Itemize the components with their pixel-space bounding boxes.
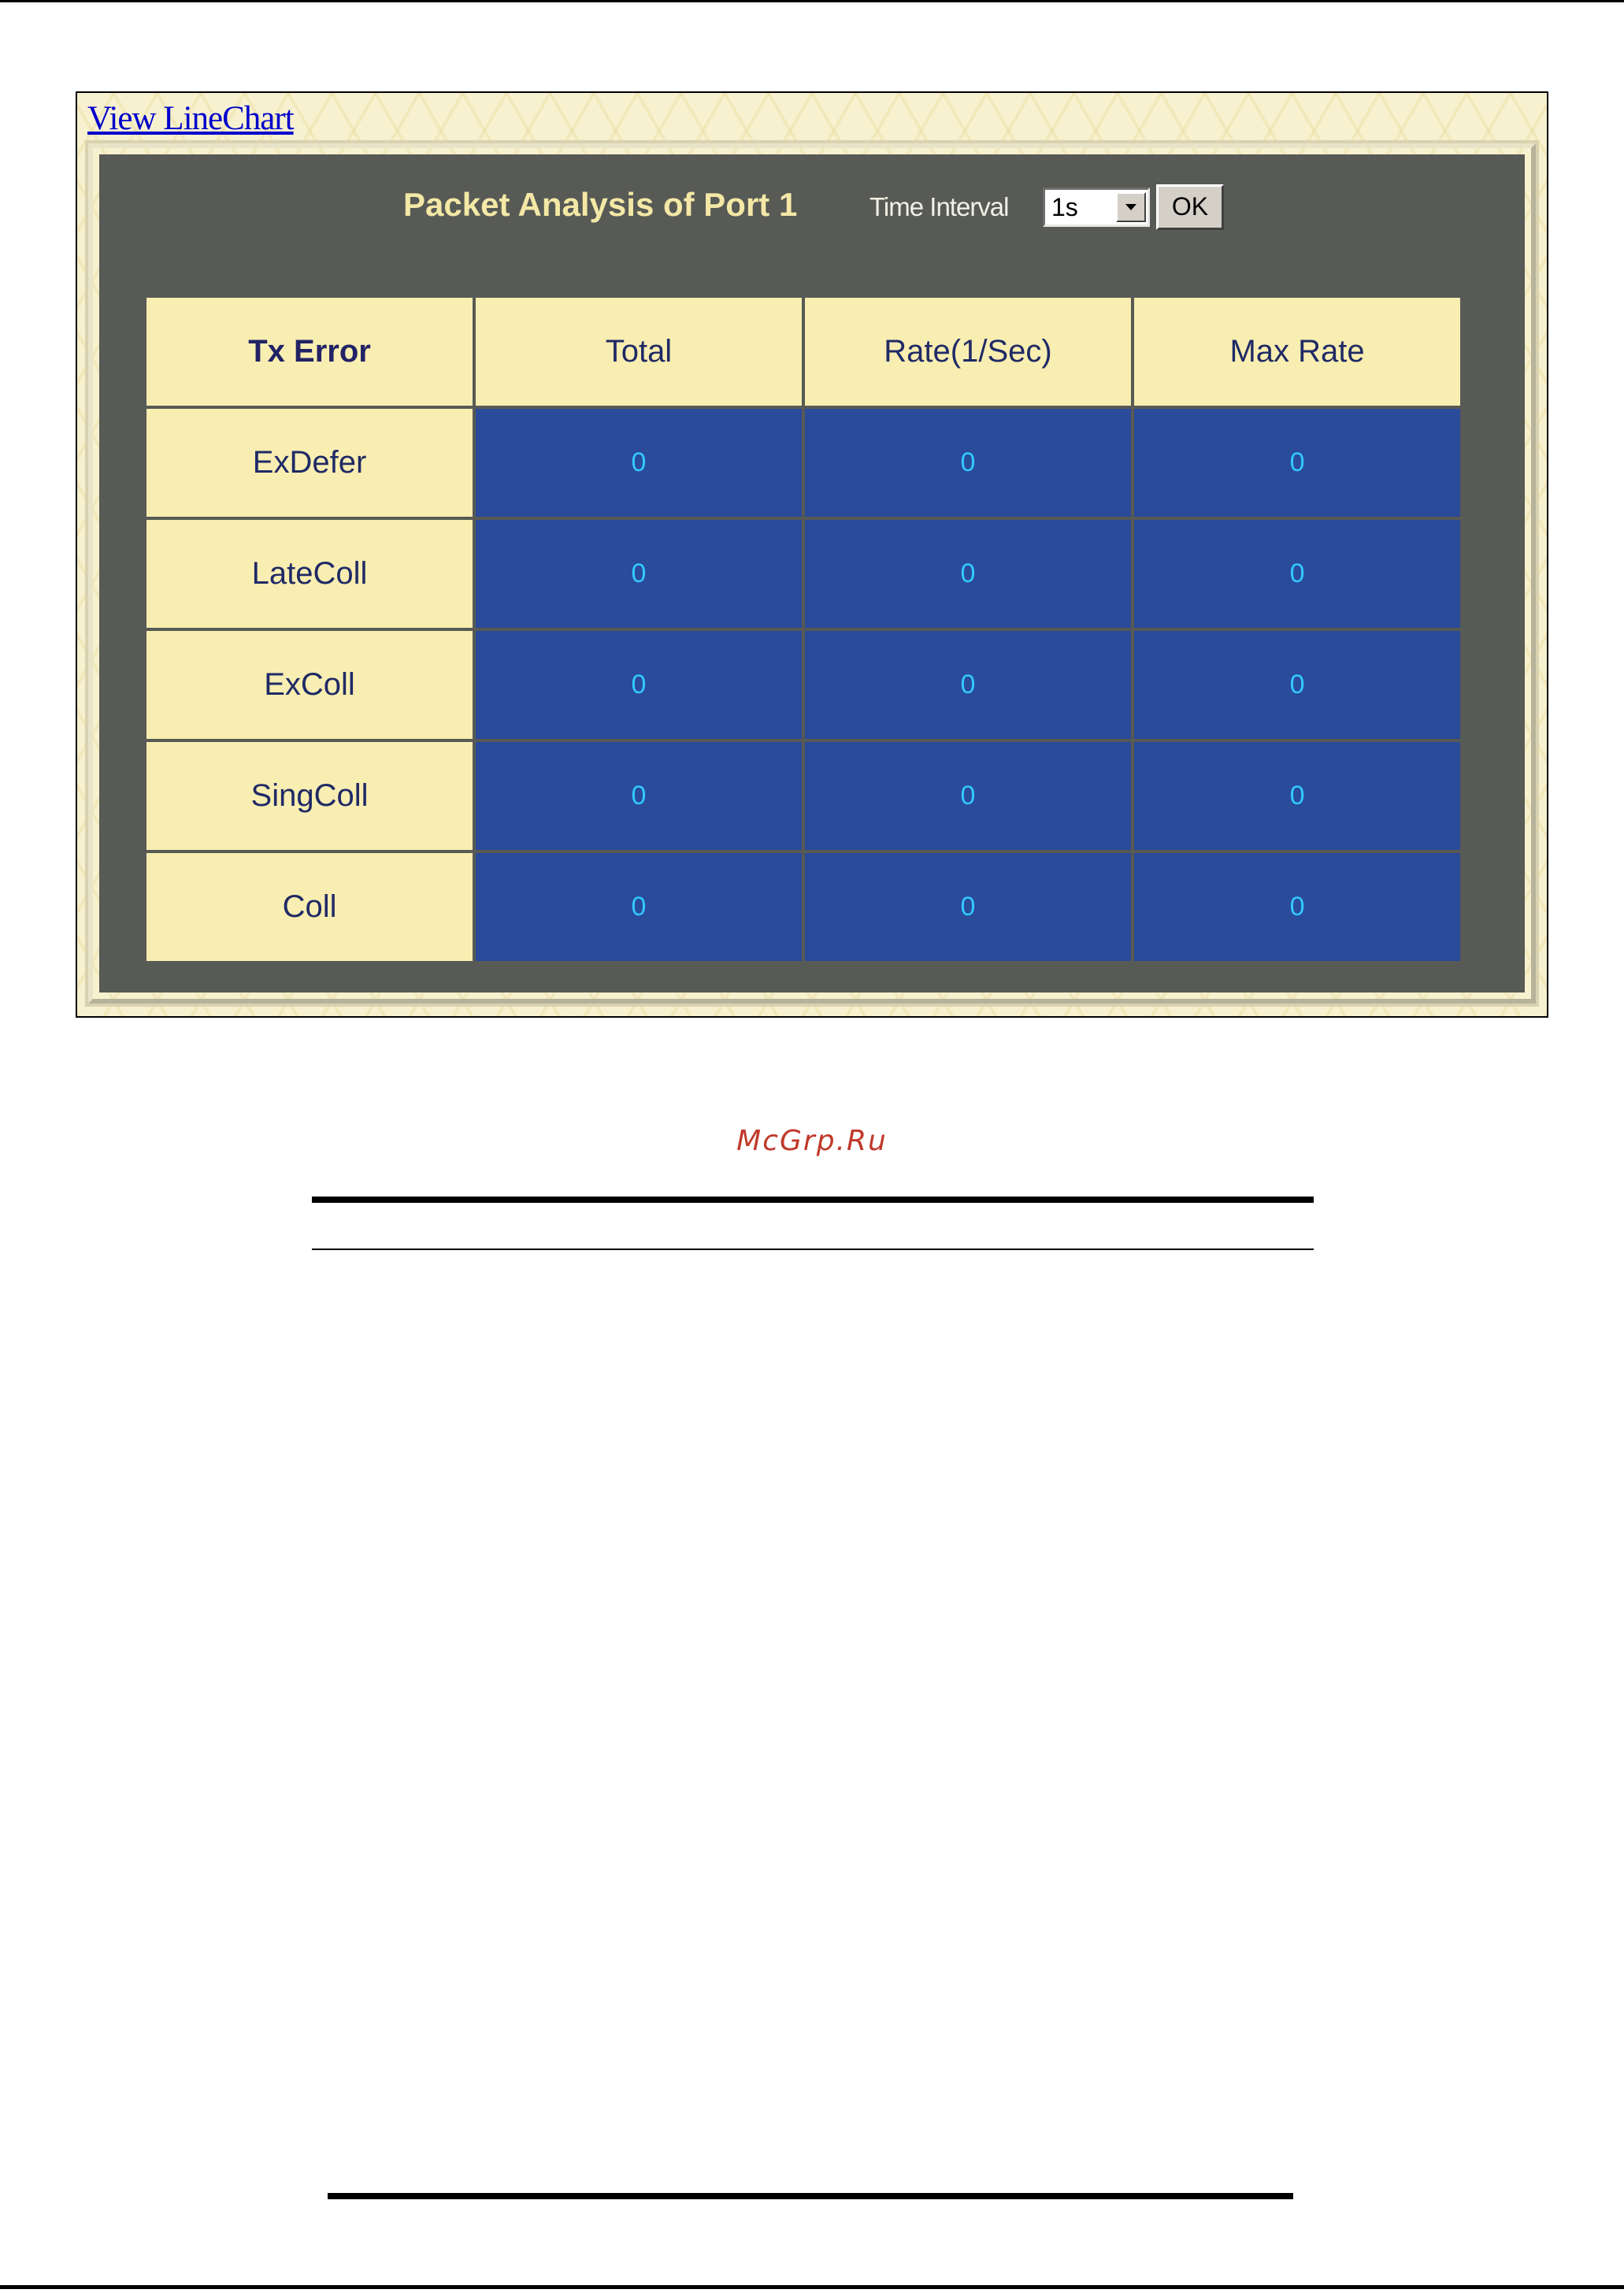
rate-cell: 0 <box>803 852 1133 963</box>
total-cell: 0 <box>474 518 803 629</box>
max-rate-cell: 0 <box>1133 407 1462 518</box>
divider-thick <box>312 1197 1314 1203</box>
tx-error-table <box>143 295 1463 964</box>
column-header-max-rate: Max Rate <box>1133 296 1462 407</box>
panel-title: Packet Analysis of Port 1 <box>403 186 798 223</box>
screenshot-frame <box>76 91 1548 1018</box>
rate-cell: 0 <box>803 518 1133 629</box>
row-label: ExColl <box>145 629 474 740</box>
rate-cell: 0 <box>803 629 1133 740</box>
table-header-row <box>145 296 1462 407</box>
column-header-rate: Rate(1/Sec) <box>803 296 1133 407</box>
max-rate-cell: 0 <box>1133 518 1462 629</box>
total-cell: 0 <box>474 407 803 518</box>
table-row <box>145 518 1462 629</box>
page-bottom-rule <box>0 2285 1624 2289</box>
ok-button[interactable]: OK <box>1156 184 1224 230</box>
max-rate-cell: 0 <box>1133 629 1462 740</box>
column-header-total: Total <box>474 296 803 407</box>
row-label: SingColl <box>145 740 474 852</box>
time-interval-value: 1s <box>1051 193 1078 221</box>
max-rate-cell: 0 <box>1133 740 1462 852</box>
max-rate-cell: 0 <box>1133 852 1462 963</box>
rate-cell: 0 <box>803 740 1133 852</box>
divider-thin <box>312 1249 1314 1250</box>
total-cell: 0 <box>474 629 803 740</box>
rate-cell: 0 <box>803 407 1133 518</box>
total-cell: 0 <box>474 852 803 963</box>
total-cell: 0 <box>474 740 803 852</box>
table-row <box>145 629 1462 740</box>
chevron-down-icon[interactable] <box>1116 192 1146 222</box>
column-header-tx-error: Tx Error <box>145 296 474 407</box>
view-linechart-link[interactable]: View LineChart <box>87 100 294 137</box>
time-interval-select[interactable] <box>1043 187 1150 227</box>
table-row <box>145 740 1462 852</box>
page-top-rule <box>0 0 1624 2</box>
table-row <box>145 407 1462 518</box>
table-row <box>145 852 1462 963</box>
watermark-text: McGrp.Ru <box>736 1125 888 1157</box>
packet-analysis-panel <box>99 154 1525 993</box>
row-label: LateColl <box>145 518 474 629</box>
row-label: ExDefer <box>145 407 474 518</box>
time-interval-label: Time Interval <box>869 192 1009 221</box>
footer-divider <box>328 2193 1293 2199</box>
row-label: Coll <box>145 852 474 963</box>
